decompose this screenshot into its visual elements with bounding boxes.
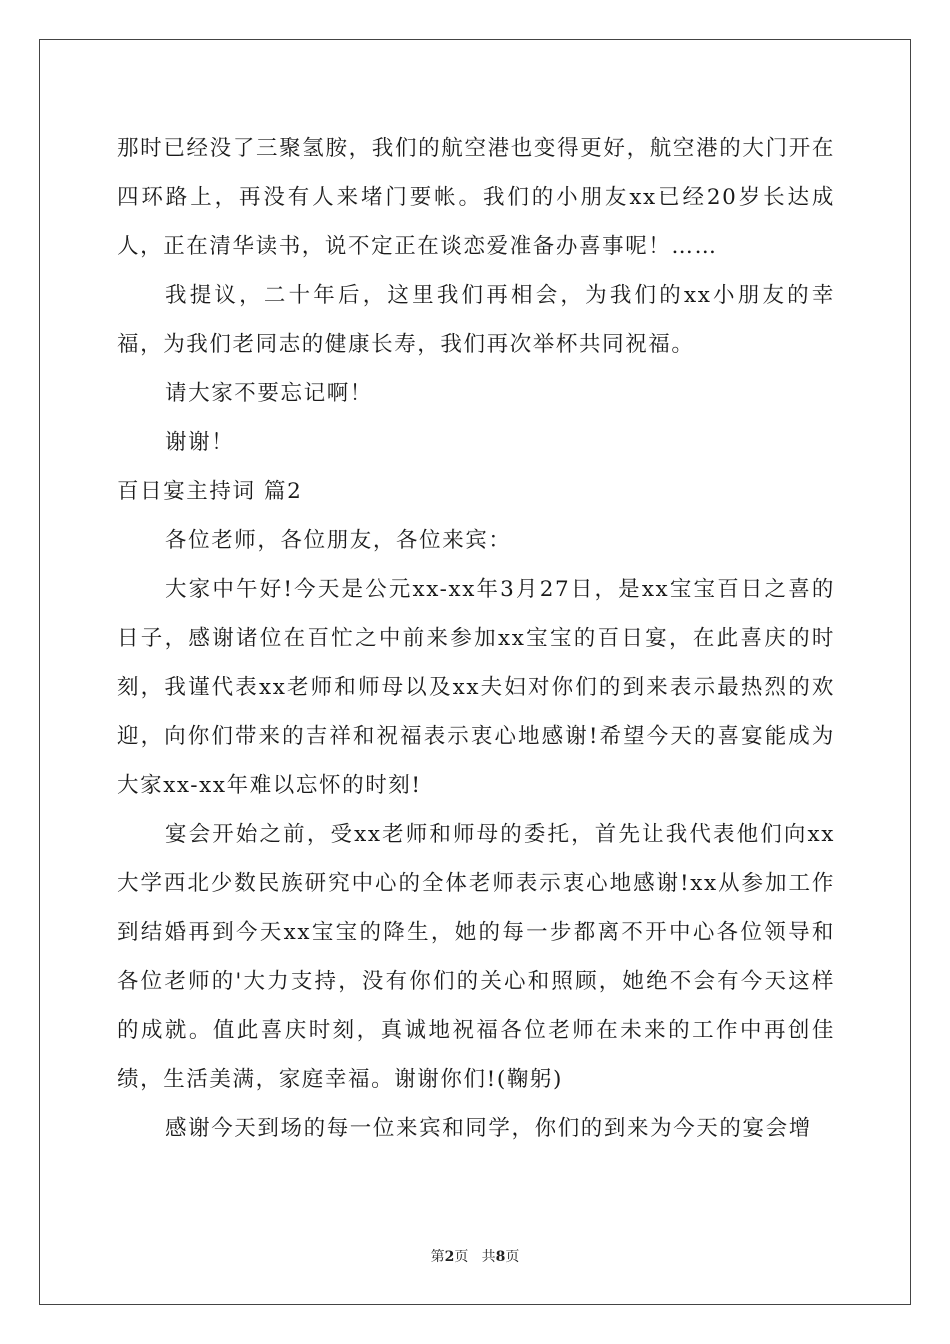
paragraph: 宴会开始之前，受xx老师和师母的委托，首先让我代表他们向xx大学西北少数民族研究中心的全体老师表示衷心地感谢!xx从参加工作到结婚再到今天xx宝宝的降生，她的每一步都离不开中心各位领导和各位老师的'大力支持，没有你们的关心和照顾，她绝不会有今天这样的成就。值此喜庆时刻，真诚地祝福各位老师在未来的工作中再创佳绩，生活美满，家庭幸福。谢谢你们!(鞠躬): [117, 822, 835, 1092]
paragraph: 谢谢！: [165, 430, 235, 455]
page-footer: [0, 1247, 950, 1267]
paragraph: 大家中午好!今天是公元xx-xx年3月27日，是xx宝宝百日之喜的日子，感谢诸位在百忙之中前来参加xx宝宝的百日宴，在此喜庆的时刻，我谨代表xx老师和师母以及xx夫妇对你们的到来表示最热烈的欢迎，向你们带来的吉祥和祝福表示衷心地感谢!希望今天的喜宴能成为大家xx-xx年难以忘怀的时刻!: [117, 577, 835, 798]
page-label-prefix: 第: [430, 1249, 445, 1265]
total-label-prefix: 共: [481, 1249, 496, 1265]
page-label-suffix: 页: [454, 1249, 469, 1265]
paragraph: 感谢今天到场的每一位来宾和同学，你们的到来为今天的宴会增: [165, 1116, 812, 1141]
document-body: [117, 124, 835, 1153]
paragraph: 各位老师，各位朋友，各位来宾：: [165, 528, 512, 553]
paragraph: 那时已经没了三聚氢胺，我们的航空港也变得更好，航空港的大门开在四环路上，再没有人来堵门要帐。我们的小朋友xx已经20岁长达成人，正在清华读书，说不定正在谈恋爱准备办喜事呢！……: [117, 136, 835, 259]
total-label-suffix: 页: [505, 1249, 520, 1265]
paragraph: 我提议，二十年后，这里我们再相会，为我们的xx小朋友的幸福，为我们老同志的健康长寿，我们再次举杯共同祝福。: [117, 283, 835, 357]
current-page-number: 2: [444, 1249, 455, 1265]
section-heading: 百日宴主持词 篇2: [117, 479, 303, 504]
total-page-number: 8: [495, 1249, 506, 1265]
paragraph: 请大家不要忘记啊！: [165, 381, 373, 406]
